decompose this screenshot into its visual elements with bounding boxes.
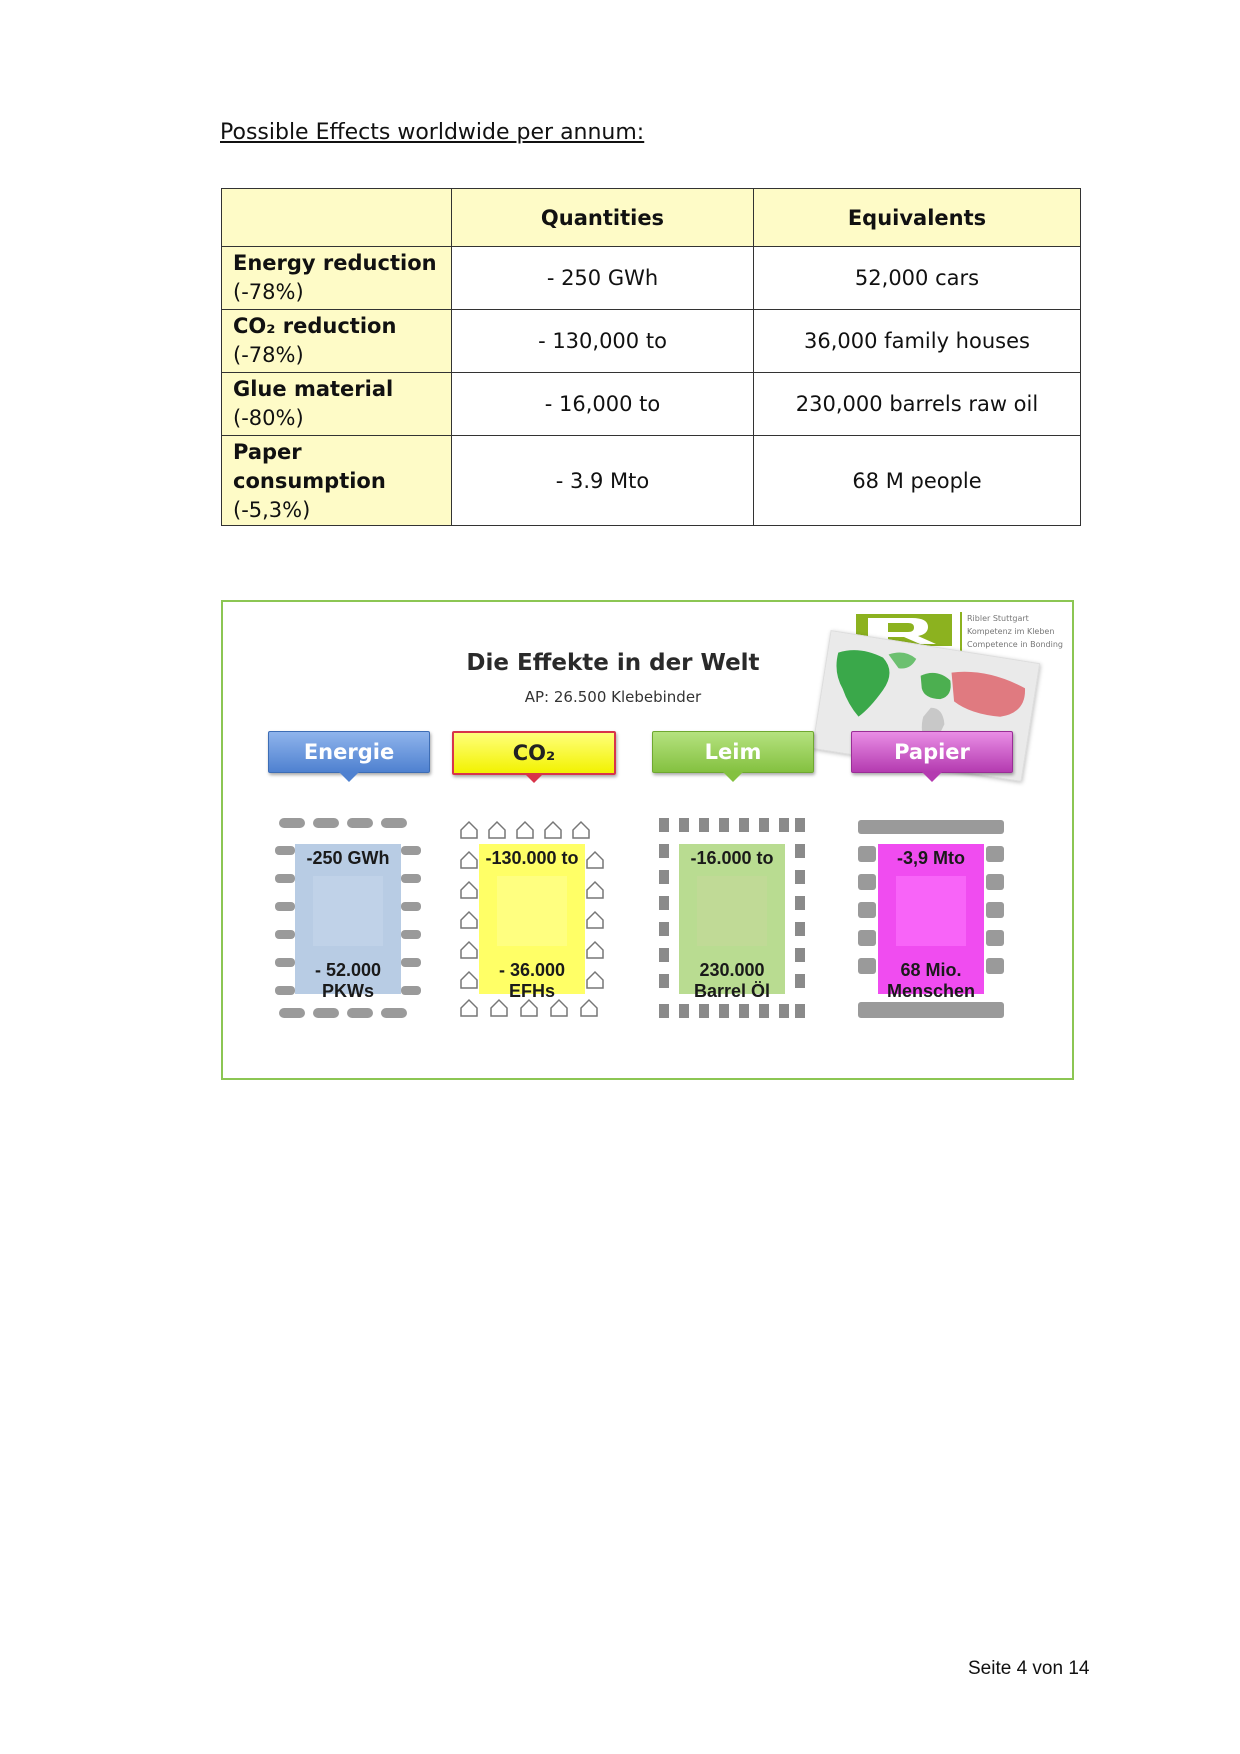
energie-reduction-value: -250 GWh [306, 848, 390, 868]
equivalent-cell: 68 M people [754, 436, 1081, 526]
category-name: Energie [303, 740, 395, 764]
equivalent-cell: 230,000 barrels raw oil [754, 373, 1081, 436]
logo-line: Kompetenz im Kleben [967, 627, 1055, 636]
logo-line: Ribler Stuttgart [967, 614, 1029, 623]
infographic-title: Die Effekte in der Welt [466, 650, 760, 676]
table-row [222, 310, 1081, 373]
row-label-percent: (-78%) [233, 280, 304, 304]
category-label-energie [268, 731, 430, 773]
table-header-row [222, 189, 1081, 247]
category-label-papier [851, 731, 1013, 773]
papier-equivalent: 68 Mio. Menschen [886, 960, 976, 1001]
co2-equivalent: - 36.000 EFHs [498, 960, 566, 1001]
category-name: Leim [704, 740, 762, 764]
table-row [222, 373, 1081, 436]
papier-reduction-value: -3,9 Mto [896, 848, 965, 868]
quantity-cell: - 130,000 to [452, 310, 754, 373]
category-label-leim [652, 731, 814, 773]
effects-table [221, 188, 1081, 526]
page-number: Seite 4 von 14 [968, 1658, 1090, 1679]
infographic-subtitle: AP: 26.500 Klebebinder [524, 688, 702, 706]
row-label-name: Paper consumption [233, 440, 386, 493]
equivalent-cell: 36,000 family houses [754, 310, 1081, 373]
logo-text [960, 612, 1063, 651]
quantity-cell: - 250 GWh [452, 247, 754, 310]
energie-tile [273, 816, 423, 1022]
row-label [222, 436, 452, 526]
row-label [222, 310, 452, 373]
table-header-cell: Equivalents [754, 189, 1081, 247]
logo-line: Competence in Bonding [967, 640, 1064, 649]
co2-tile [457, 816, 607, 1022]
quantity-cell: - 16,000 to [452, 373, 754, 436]
row-label-percent: (-78%) [233, 343, 304, 367]
quantity-cell: - 3.9 Mto [452, 436, 754, 526]
leim-equivalent: 230.000 Barrel Öl [693, 960, 771, 1001]
equivalent-cell: 52,000 cars [754, 247, 1081, 310]
category-name: Papier [894, 740, 970, 764]
effects-infographic [221, 600, 1074, 1080]
row-label [222, 373, 452, 436]
category-name: CO₂ [512, 741, 556, 765]
leim-tile [657, 816, 807, 1022]
section-heading: Possible Effects worldwide per annum: [220, 120, 645, 145]
row-label-percent: (-80%) [233, 406, 304, 430]
papier-tile [856, 816, 1006, 1022]
table-header-cell [222, 189, 452, 247]
leim-reduction-value: -16.000 to [690, 848, 774, 868]
energie-equivalent: - 52.000 PKWs [314, 960, 382, 1001]
table-row [222, 436, 1081, 526]
table-row [222, 247, 1081, 310]
row-label-name: CO₂ reduction [233, 314, 397, 338]
row-label-name: Energy reduction [233, 251, 437, 275]
row-label [222, 247, 452, 310]
table-header-cell: Quantities [452, 189, 754, 247]
category-label-co2 [452, 731, 616, 775]
row-label-name: Glue material [233, 377, 394, 401]
co2-reduction-value: -130.000 to [485, 848, 579, 868]
row-label-percent: (-5,3%) [233, 498, 311, 522]
